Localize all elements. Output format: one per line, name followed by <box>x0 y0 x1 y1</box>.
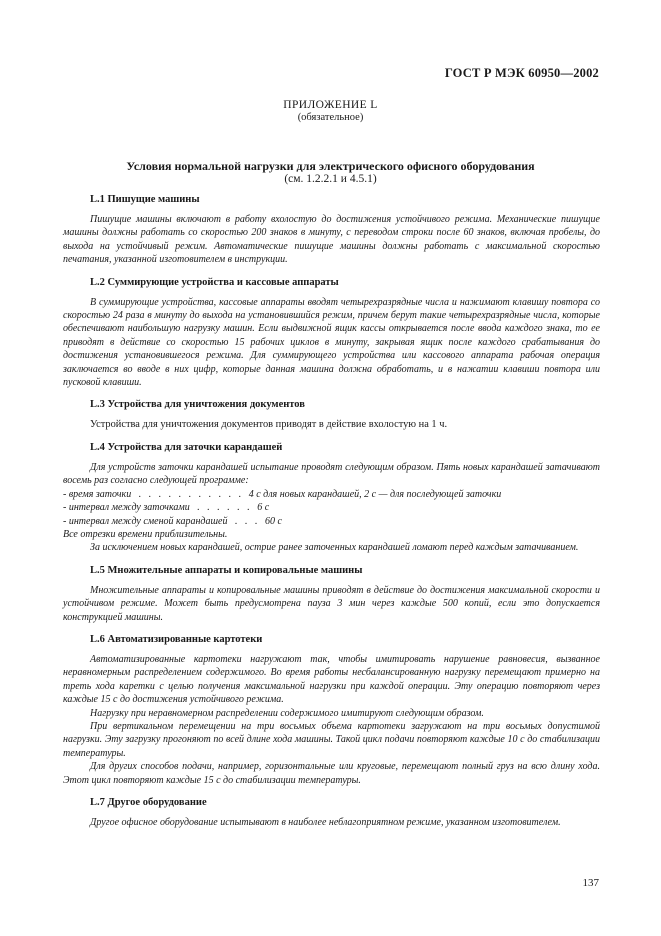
standard-code: ГОСТ Р МЭК 60950—2002 <box>444 66 599 80</box>
section-l2 <box>63 276 600 390</box>
section-paragraph: В суммирующие устройства, кассовые аппараты вводят четырехразрядные числа и нажимают клавишу повтора со скоростью 24 раза в минуту до выхода на установившийся режим, причем берут такие четырехразрядные числа, которые обеспечивают наибольшую нагрузку машин. Если выдвижной ящик кассы открывается после ввода каждого знака, то ее приводят в действие со скоростью 15 рабочих циклов в минуту, закрывая ящик после каждого срабатывания до достижения установившегося режима. Для суммирующего устройства или кассового аппарата рабочая операция заключается во вводе в них цифр, которые данная машина должна обработать, и в нажатии клавиши повтора или пусковой клавиши. <box>63 296 600 389</box>
section-paragraph: Автоматизированные картотеки нагружают так, чтобы имитировать нарушение равновесия, вызванное неравномерным распределением содержимого. Во время работы несбалансированную нагрузку перемещают примерно на треть хода каретки с целью получения максимальной нагрузки при каждой операции. Эту операцию повторяют через каждые 15 с до достижения устойчивого режима. <box>63 653 600 706</box>
section-paragraph: Устройства для уничтожения документов приводят в действие вхолостую на 1 ч. <box>90 419 448 431</box>
schedule-item-pencil-change-interval: - интервал между сменой карандашей . . . 60 с <box>63 515 282 527</box>
schedule-item-sharpening-time: - время заточки . . . . . . . . . . . 4 с для новых карандашей, 2 с — для последующей заточки <box>63 488 502 500</box>
annex-body <box>63 193 600 829</box>
annex-kind: (обязательное) <box>297 112 364 123</box>
section-l5 <box>63 564 600 624</box>
section-l7 <box>63 796 600 829</box>
section-title: L.1 Пишущие машины <box>90 194 200 205</box>
section-title: L.2 Суммирующие устройства и кассовые аппараты <box>90 276 339 288</box>
section-paragraph: При вертикальном перемещении на три восьмых объема картотеки загружают на три восьмых допустимой нагрузки. Эту загрузку прогоняют по всей длине хода машины. Такой цикл подачи повторяют каждые 10 с до стабилизации температуры. <box>63 720 600 759</box>
annex-heading: Условия нормальной нагрузки для электрического офисного оборудования <box>126 159 535 173</box>
section-paragraph: Для устройств заточки карандашей испытание проводят следующим образом. Пять новых карандашей затачивают восемь раз согласно следующей программе: <box>63 461 600 487</box>
section-l1 <box>63 193 600 267</box>
section-title: L.3 Устройства для уничтожения документов <box>90 399 305 411</box>
section-l4 <box>63 441 600 555</box>
section-paragraph: Пишущие машины включают в работу вхолостую до достижения устойчивого режима. Механические пишущие машины должны работать со скоростью 200 знаков в минуту, с переводом строки после 60 знаков, включая пробелы, до выхода на устойчивый режим. Автоматические пишущие машины должны работать с максимальной скоростью печатания, указанной изготовителем в инструкции. <box>63 214 600 266</box>
section-title: L.5 Множительные аппараты и копировальные машины <box>90 564 363 576</box>
schedule-item-sharpening-interval: - интервал между заточками . . . . . . 6 с <box>63 502 270 514</box>
section-paragraph: Другое офисное оборудование испытывают в наиболее неблагоприятном режиме, указанном изготовителем. <box>90 817 561 828</box>
section-paragraph: Множительные аппараты и копировальные машины приводят в действие до достижения максимальной скорости и устойчивом режиме. Может быть предусмотрена пауза 3 мин через каждые 500 копий, если это допускается конструкцией машины. <box>63 584 600 623</box>
section-paragraph: Нагрузку при неравномерном распределении содержимого имитируют следующим образом. <box>90 707 484 719</box>
section-paragraph: За исключением новых карандашей, острие ранее заточенных карандашей ломают перед каждым затачиванием. <box>90 542 579 554</box>
schedule-note: Все отрезки времени приблизительны. <box>63 528 228 540</box>
section-l6 <box>63 633 600 787</box>
page-number: 137 <box>582 877 599 889</box>
section-title: L.4 Устройства для заточки карандашей <box>90 441 283 453</box>
section-title: L.7 Другое оборудование <box>90 797 207 808</box>
section-paragraph: Для других способов подачи, например, горизонтальные или круговые, перемещают полный груз на всю длину хода. Этот цикл повторяют каждые 15 с до стабилизации температуры. <box>63 761 600 786</box>
section-title: L.6 Автоматизированные картотеки <box>90 633 263 645</box>
annex-title: ПРИЛОЖЕНИЕ L <box>283 99 378 111</box>
section-l3 <box>63 398 600 431</box>
annex-reference: (см. 1.2.2.1 и 4.5.1) <box>284 173 377 185</box>
